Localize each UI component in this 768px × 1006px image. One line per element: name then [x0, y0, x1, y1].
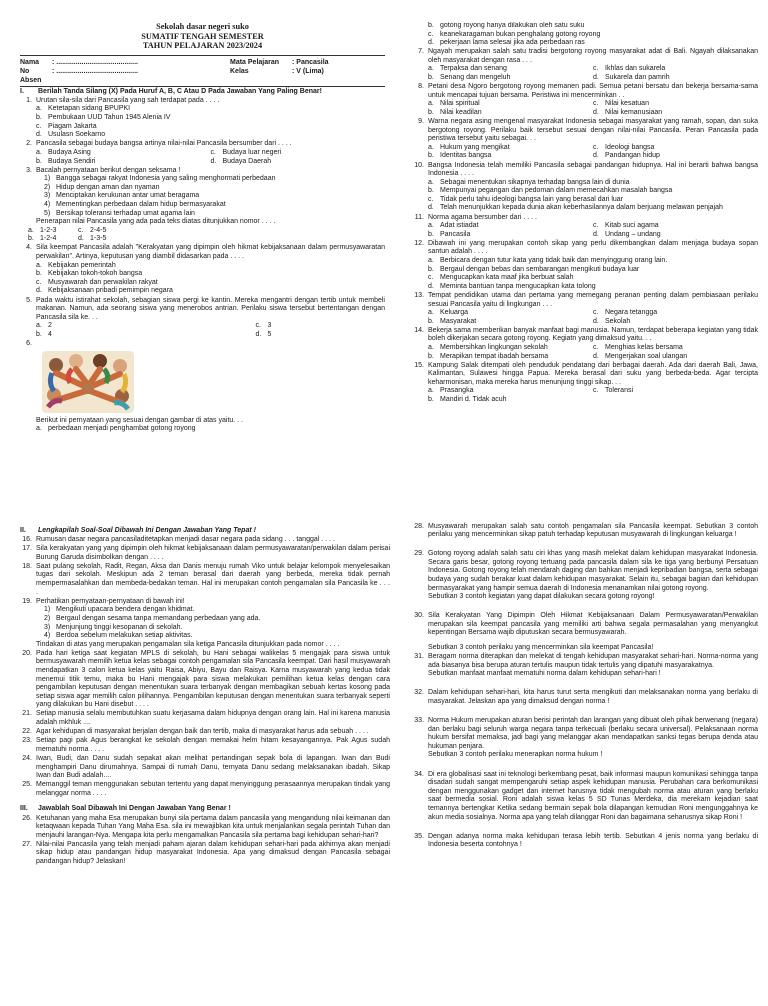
option-c[interactable]: c. Kitab suci agama	[593, 222, 659, 230]
question-6-number: 6.	[26, 340, 32, 347]
options-6-part2	[412, 22, 758, 48]
question-text: Sila keempat Pancasila adalah "Kerakyatan yang dipimpin oleh hikmat kebijaksanaan dalam permusyawaratan perwakilan". Artinya, keputusan yang diambil didasarkan pada . . . .	[36, 244, 385, 261]
option-b[interactable]: b. Masyarakat	[428, 317, 477, 325]
options-10	[412, 179, 758, 213]
exam-title: SUMATIF TENGAH SEMESTER	[141, 31, 264, 41]
column-top-left	[20, 22, 385, 492]
options-6-part1	[20, 425, 385, 434]
option-d[interactable]: d. Telah menunjukkan kepada dunia akan keberhasilannya dalam berjuang melawan penjajah	[428, 204, 723, 212]
option-b[interactable]: b. Budaya Sendiri	[36, 157, 96, 165]
statements-3	[20, 175, 385, 227]
option-a[interactable]: a. Budaya Asing	[36, 148, 91, 156]
question-30: 30. Sila Kerakyatan Yang Dipimpin Oleh Hikmat Kebijaksanaan Dalam Permusyawaratan/Perwakilan merupakan sila keempat pancasila yang memiliki arti bahwa segala permasalahan yang menyangkut kepentingan Bersama wajib diputuskan secara bermusyawarah.	[414, 612, 758, 637]
question-text-followup: Tindakan di atas yang merupakan pengamalan sila ketiga Pancasila ditunjukkan pada nomor . . . .	[36, 640, 340, 648]
question-33: 33. Norma Hukum merupakan aturan berisi perintah dan larangan yang dibuat oleh pihak berwenang (negara) dan berlaku bagi seluruh warga negara tanpa terkecuali (berlaku secara universal). Pelaksanaan norma hukum bersifat memaksa, jadi bagi yang melanggar akan mendapatkan sanksi tegas berupa denda atau hukuman penjara.	[414, 717, 758, 750]
option-a[interactable]: a. Membersihkan lingkungan sekolah	[428, 343, 548, 351]
option-b[interactable]: b. Pembukaan UUD Tahun 1945 Alenia IV	[36, 114, 171, 122]
statement-item: 1) Mengikuti upacara bendera dengan khidmat.	[44, 606, 195, 614]
question-text: Bangsa Indonesia telah memiliki Pancasila sebagai pandangan hidupnya. Hal ini berarti bahwa bangsa Indonesia . . . .	[428, 161, 758, 178]
question-text: Tempat pendidikan utama dan pertama yang memegang peranan penting dalam pembiasaan perilaku sesuai Pancasila yaitu di lingkungan . . .	[428, 291, 758, 308]
question-text: Bacalah pernyataan berikut dengan seksama !	[36, 166, 181, 174]
question-text: Ketuhanan yang maha Esa merupakan bunyi sila pertama dalam pancasila yang mengandung nilai keimanan dan ketaqwaan kepada Tuhan Yang Maha Esa. sila ini mewajibkan kita untuk menjalankan segala perintah Tuhan dan menjauhi larangan-Nya. Mengapa kita perlu mengamalkan Pancasila sila pertama bagi kehidupan sehari-hari?	[36, 814, 390, 839]
question-text: Beragam norma diterapkan dan melekat di tengah kehidupan masyarakat sehari-hari. Norma-norma yang ada biasanya bisa berupa aturan tertulis maupun tidak tertulis yang dipatuhi masyarakatnya.	[428, 653, 758, 669]
column-bottom-right	[412, 522, 758, 996]
question-text-followup: Penerapan nilai Pancasila yang ada pada teks diatas ditunjukkan nomor . . . .	[36, 218, 276, 226]
option-b[interactable]: b. gotong royong hanya dilakukan oleh satu suku	[428, 22, 585, 29]
question-text: Kampung Salak ditempati oleh penduduk pendatang dari berbagai daerah. Ada dari daerah Bali, Jawa, Kalimantan, Sulawesi hingga Papua. Mereka berasal dari suku yang berbeda-beda. Agar tercipta keharmonisan, maka mereka harus menunjung tinggi sikap. . .	[428, 361, 758, 386]
question-text: Setiap manusia selalu membutuhkan suatu kerjasama dalam hidupnya dengan orang lain. Hal ini karena manusia adalah mkhluk ....	[36, 710, 390, 727]
option-d[interactable]: d. Budaya Daerah	[210, 157, 272, 165]
question-21: 21. Setiap manusia selalu membutuhkan suatu kerjasama dalam hidupnya dengan orang lain. Hal ini karena manusia adalah mkhluk ....	[22, 710, 390, 727]
statement-item: 2) Hidup dengan aman dan nyaman	[44, 183, 160, 191]
question-16: 16. Rumusan dasar negara pancasiladitetapkan menjadi dasar negara pada sidang . . . tanggal . . . .	[20, 536, 390, 545]
header-divider	[20, 55, 385, 56]
option-a[interactable]: a. Sebagai menentukan sikapnya terhadap bangsa lain di dunia	[428, 178, 630, 186]
question-6-text: Berikut ini pernyataan yang sesuai dengan gambar di atas yaitu. . .	[36, 416, 244, 424]
option-d[interactable]: d. Usulasn Soekarno	[36, 131, 106, 139]
question-text: Musyawarah merupakan salah satu contoh pengamalan sila Pancasila keempat. Sebutkan 3 contoh perilaku yang mencerminkan sikap patuh terhadap keputusan musyawarah di lingkungan keluarga !	[428, 522, 758, 539]
option-d[interactable]: d. Meminta bantuan tanpa mengucapkan kata tolong	[428, 282, 596, 290]
option-d[interactable]: d. 5	[255, 330, 272, 338]
option-a[interactable]: a. 2	[36, 322, 52, 330]
statement-item: 2) Bergaul dengan sesama tanpa memandang perbedaan yang ada.	[44, 614, 261, 622]
question-15: 15. Kampung Salak ditempati oleh penduduk pendatang dari berbagai daerah. Ada dari daerah Bali, Jawa, Kalimantan, Sulawesi hingga Papua. Mereka berasal dari suku yang berbeda-beda. Agar tercipta keharmonisan, maka mereka harus menunjung tinggi sikap. . .	[414, 361, 758, 386]
identity-divider	[20, 86, 385, 87]
question-28: 28. Musyawarah merupakan salah satu contoh pengamalan sila Pancasila keempat. Sebutkan 3 contoh perilaku yang mencerminkan sikap patuh terhadap keputusan musyawarah di lingkungan keluarga !	[414, 522, 758, 539]
option-b[interactable]: b. Bergaul dengan bebas dan sembarangan mengikuti budaya luar	[428, 265, 640, 273]
exam-header	[20, 22, 385, 51]
question-text: Petani desa Ngoro bergotong royong memanen padi. Semua petani bersatu dan bekerja bersama-sama untuk mencapai tujuan bersama. Peristiwa ini mencerminkan . .	[428, 83, 758, 99]
statement-item: 4) Berdoa sebelum melakukan setiap aktivitas.	[44, 632, 193, 640]
column-top-right	[412, 22, 758, 492]
option-c[interactable]: c. Budaya luar negeri	[210, 148, 282, 156]
option-a[interactable]: a. Adat istiadat	[428, 222, 479, 230]
question-17: 17. Sila kerakyatan yang yang dipimpin oleh hikmat kebijaksanaan dalam permusyawaratan/perwakilan dalam perisai Burung Garuda disimbolkan dengan . . . .	[22, 545, 390, 561]
option-c[interactable]: c. Menghias kelas bersama	[593, 343, 683, 351]
option-b[interactable]: b. 1-2-4	[28, 235, 57, 243]
question-25: 25. Memanggil teman menggunakan sebutan tertentu yang dapat menyinggung perasaannya merupakan tindak yang melanggar norma . . . .	[22, 781, 390, 797]
question-text: Pada waktu istirahat sekolah, sebagian siswa pergi ke kantin. Mereka mengantri dengan tertib untuk membeli makanan. Namun, ada seorang siswa yang menerobos antrian. Perilaku siswa tersebut bertentangan dengan Pancasila sila ke. . .	[36, 296, 385, 321]
option-b[interactable]: b. Nilai keadilan	[428, 108, 482, 116]
options-14	[412, 344, 758, 361]
section-1-heading	[20, 88, 385, 97]
question-24: 24. Iwan, Budi, dan Danu sudah sepakat akan melihat pertandingan sepak bola di lapangan. Iwan dan Budi menghampiri Danu dirumahnya. Sampai di rumah Danu, ternyata Danu sedang melaksanakan ibadah. Sikap Iwan dan Budi adalah....	[22, 754, 390, 780]
option-b[interactable]: b. Kebijakan tokoh-tokoh bangsa	[36, 270, 143, 278]
statement-item: 4) Mementingkan perbedaan dalam hidup bermasyarakat	[44, 201, 226, 208]
class-value: : V (Lima)	[292, 67, 324, 75]
options-9	[412, 144, 758, 161]
question-text: Pada hari ketiga saat kegiatan MPLS di sekolah, bu Hani sebagai walikelas 5 mengajak para siswa untuk bermusyawarah memilih ketua kelas sebagai contoh pengamalan sila Pancasila keempat. Dari hasil musyawarah mendapatkan 3 calon ketua kelas yaitu Raisa, Abiyu, Bayu dan Raisya. Karna musyawarah yang kedua tidak menemui titik temu, maka bu Hani mengajak para siswa melakukan pemilihan ketua kelas dengan cara pengambilan keputusan dengan menentukan suara terbanyak dengan membagikan sebuah kertas kosong pada setiap siswa agar memilih calon pilihannya. Pengambilan keputusan dengan menentukan suara terbanyak seperti yang dilakukan bu Hani disebut . . . .	[36, 649, 390, 709]
question-text: Saat pulang sekolah, Radit, Regan, Aksa dan Danis menuju rumah Viko untuk belajar kelompok menyelesaikan tugas dari sekolah. Meskipun ada 2 teman berasal dari daerah yang berbeda, mereka tidak pernah mempermasalahkan dan membeda-bedakan teman. Hal ini merupakan contoh pengamalan sila Pancasila ke . . . .	[36, 562, 390, 596]
question-5: 5. Pada waktu istirahat sekolah, sebagian siswa pergi ke kantin. Mereka mengantri dengan tertib untuk membeli makanan. Namun, ada seorang siswa yang menerobos antrian. Perilaku siswa tersebut bertentangan dengan Pancasila sila ke. . .	[26, 296, 385, 321]
question-text: Di era globalisasi saat ini teknologi berkembang pesat, baik informasi maupun komunikasi sehingga tanpa disadari sudah sangat mempengaruhi setiap aspek kehidupan manusia. Perubahan cara berkomunikasi dengan menggunakan gadget dan internet harusnya tidak mengubah norma atau aturan yang berlaku saat bermedia sosial. Roni adalah siswa kelas 5 SD Tunas Merdeka, dia merekam kejadian saat temannya bertengkar Ketika sedang bermain sepak bola dilapangan kemudian Roni mengunggahnya ke akun media sosialnya. Norma apa yang telah dilanggar Roni dan bagaimana seharusnya sikap Roni !	[428, 770, 758, 821]
question-text: Norma agama bersumber dari . . . .	[428, 213, 537, 221]
question-29: 29. Gotong royong adalah salah satu ciri khas yang masih melekat dalam kehidupan masyarakat Indonesia. Secara garis besar, gotong royong tertuang pada pancasila dalam sila ke tiga yang berbunyi Persatuan Indonesia. Gotong royong telah mendarah daging dan bahkan menjadi kepribadian bangsa, serta sebagai budaya yang sudah berakar kuat dalam kehidupan masyarakat. Selain itu, sebagai bagian dari kehidupan bermasyarakat yang hampir semua daerah di Indonesia menanamkan nilai gotong royong.	[414, 550, 758, 592]
question-text: Dengan adanya norma maka kehidupan terasa lebih tertib. Sebutkan 4 jenis norma yang berlaku di Indonesia beserta contohnya !	[428, 832, 758, 849]
question-text: Perhatikan pernyataan-pernyataan di bawah ini!	[36, 597, 185, 605]
question-20: 20. Pada hari ketiga saat kegiatan MPLS di sekolah, bu Hani sebagai walikelas 5 mengajak para siswa untuk bermusyawarah memilih ketua kelas sebagai contoh pengamalan sila Pancasila keempat. Dari hasil musyawarah mendapatkan 3 calon ketua kelas yaitu Raisa, Abiyu, Bayu dan Raisya. Karna musyawarah yang kedua tidak menemui titik temu, maka bu Hani mengajak para siswa melakukan pemilihan ketua kelas dengan cara pengambilan keputusan dengan menentukan suara terbanyak dengan membagikan sebuah kertas kosong pada setiap siswa agar memilih calon pilihannya. Pengambilan keputusan dengan menentukan suara terbanyak seperti yang dilakukan bu Hani disebut . . . .	[22, 649, 390, 709]
question-text: Norma Hukum merupakan aturan berisi perintah dan larangan yang dibuat oleh pihak berwenang (negara) dan berlaku bagi seluruh warga negara tanpa terkecuali (berlaku secara universal). Pelaksanaan norma hukum bersifat memaksa, jadi bagi yang melanggar akan mendapatkan sanksi tegas berupa denda atau hukuman penjara.	[428, 717, 758, 750]
option-c[interactable]: c. Nilai kesatuan	[593, 100, 649, 108]
question-text: Dalam kehidupan sehari-hari, kita harus turut serta mengikuti dan melaksanakan norma yang berlaku di masyarakat. Jelaskan apa yang dimaksud dengan norma !	[428, 689, 758, 705]
absen-field[interactable]: : ..........................................	[52, 67, 138, 75]
options-7	[412, 65, 758, 82]
statement-item: 3) Menciptakan kerukunan antar umat beragama	[44, 192, 200, 200]
options-5	[20, 322, 385, 339]
question-text: Agar kehidupan di masyarakat berjalan dengan baik dan tertib, maka di masyarakat harus ada sebuah . . . .	[36, 728, 369, 736]
options-8	[412, 100, 758, 117]
question-text: Sila kerakyatan yang yang dipimpin oleh hikmat kebijaksanaan dalam permusyawaratan/perwakilan dalam perisai Burung Garuda disimbolkan dengan . . . .	[36, 545, 390, 561]
section-3-heading	[20, 805, 390, 814]
option-c[interactable]: c. Ikhlas dan sukarela	[593, 65, 666, 73]
question-27: 27. Nilai-nilai Pancasila yang telah menjadi paham ajaran dalam kehidupan sehari-hari pada akhirnya akan menjadi sikap hidup atau pandangan hidup masyarakat Indonesia. Apa yang dimaksud dengan Pancasila sebagai pandangan hidup? Jelaskan!	[22, 840, 390, 865]
section-1-title: Berilah Tanda Silang (X) Pada Huruf A, B, C Atau D Pada Jawaban Yang Paling Benar!	[38, 87, 322, 95]
subject-label: Mata Pelajaran	[230, 58, 280, 66]
name-label: Nama	[20, 58, 40, 66]
question-31: 31. Beragam norma diterapkan dan melekat di tengah kehidupan masyarakat sehari-hari. Norma-norma yang ada biasanya bisa berupa aturan tertulis maupun tidak tertulis yang dipatuhi masyarakatnya.	[414, 653, 758, 669]
option-c[interactable]: c. Tidak perlu tahu ideologi bangsa lain yang berasal dari luar	[428, 195, 624, 203]
options-3	[20, 227, 385, 244]
option-c[interactable]: c. keanekaragaman bukan penghalang gotong royong	[428, 30, 601, 38]
gotong-royong-hands-illustration	[42, 351, 134, 413]
options-1	[20, 105, 385, 139]
option-b[interactable]: b. 4	[36, 330, 52, 338]
option-d[interactable]: d. Mengerjakan soal ulangan	[593, 352, 688, 360]
option-c[interactable]: c. Mengucapkan kata maaf jika berbuat salah	[428, 274, 574, 282]
question-31-followup: Sebutkan manfaat manfaat mematuhi norma dalam kehidupan sehari-hari !	[428, 670, 661, 678]
options-12	[412, 257, 758, 291]
question-text: Bekerja sama memberikan banyak manfaat bagi manusia. Namun, terdapat beberapa kegiatan yang tidak boleh dikerjakan secara gotong royong. Kegiatn yang dimaksud yaitu. . .	[428, 326, 758, 343]
section-3-title: Jawablah Soal Dibawah Ini Dengan Jawaban Yang Benar !	[38, 805, 231, 813]
option-a[interactable]: a. Prasangka	[428, 387, 474, 395]
question-4: 4. Sila keempat Pancasila adalah "Kerakyatan yang dipimpin oleh hikmat kebijaksanaan dalam permusyawaratan perwakilan". Artinya, keputusan yang diambil didasarkan pada . . . .	[26, 244, 385, 261]
class-label: Kelas	[230, 67, 249, 75]
options-11	[412, 222, 758, 239]
option-a[interactable]: a. Keluarga	[428, 309, 469, 317]
column-bottom-left	[20, 526, 390, 996]
option-a[interactable]: a. 1-2-3	[28, 226, 57, 234]
question-13: 13. Tempat pendidikan utama dan pertama yang memegang peranan penting dalam pembiasaan perilaku sesuai Pancasila yaitu di lingkungan . . .	[414, 291, 758, 308]
subject-value: : Pancasila	[292, 58, 329, 66]
option-a[interactable]: a. Kebijakan pemerintah	[36, 261, 116, 269]
option-a[interactable]: a. Berbicara dengan tutur kata yang tidak baik dan menyinggung orang lain.	[428, 257, 668, 265]
question-26: 26. Ketuhanan yang maha Esa merupakan bunyi sila pertama dalam pancasila yang mengandung nilai keimanan dan ketaqwaan kepada Tuhan Yang Maha Esa. sila ini mewajibkan kita untuk menjalankan segala perintah Tuhan dan menjauhi larangan-Nya. Mengapa kita perlu mengamalkan Pancasila sila pertama bagi kehidupan sehari-hari?	[22, 814, 390, 839]
question-19: 19. Perhatikan pernyataan-pernyataan di bawah ini!	[20, 598, 390, 607]
section-2-heading	[20, 527, 390, 536]
option-c[interactable]: c. Negara tetangga	[593, 309, 658, 317]
option-c[interactable]: c. Toleransi	[593, 387, 634, 395]
option-a[interactable]: a. Hukum yang mengikat	[428, 143, 510, 151]
identity-row-name	[20, 58, 385, 67]
option-c[interactable]: c. 3	[255, 322, 272, 330]
option-b[interactable]: b. Senang dan mengeluh	[428, 74, 511, 82]
statement-item: 5) Bersikap toleransi terhadap umat agama lain	[44, 209, 195, 217]
question-11: 11. Norma agama bersumber dari . . . .	[412, 214, 758, 223]
question-32: 32. Dalam kehidupan sehari-hari, kita harus turut serta mengikuti dan melaksanakan norma yang berlaku di masyarakat. Jelaskan apa yang dimaksud dengan norma !	[414, 689, 758, 705]
option-a[interactable]: a. Terpaksa dan senang	[428, 65, 507, 73]
question-34: 34. Di era globalisasi saat ini teknologi berkembang pesat, baik informasi maupun komunikasi sehingga tanpa disadari sudah sangat mempengaruhi setiap aspek kehidupan manusia. Perubahan cara berkomunikasi dengan menggunakan gadget dan internet harusnya tidak mengubah norma atau aturan yang berlaku saat bermedia sosial. Roni adalah siswa kelas 5 SD Tunas Merdeka, dia merekam kejadian saat temannya bertengkar Ketika sedang bermain sepak bola dilapangan kemudian Roni mengunggahnya ke akun media sosialnya. Norma apa yang telah dilanggar Roni dan bagaimana seharusnya sikap Roni !	[414, 770, 758, 821]
question-text: Pancasila sebagai budaya bangsa artinya nilai-nilai Pancasila bersumber dari . . . .	[36, 140, 292, 148]
question-18: 18. Saat pulang sekolah, Radit, Regan, Aksa dan Danis menuju rumah Viko untuk belajar kelompok menyelesaikan tugas dari sekolah. Meskipun ada 2 teman berasal dari daerah yang berbeda, mereka tidak pernah mempermasalahkan dan membeda-bedakan teman. Hal ini merupakan contoh pengamalan sila Pancasila ke . . . .	[22, 562, 390, 596]
question-text: Setiap pagi pak Agus berangkat ke sekolah dengan memakai helm hitam kesayangannya. Pak Agus sudah mematuhi norma . . . .	[36, 737, 390, 753]
option-d[interactable]: d. Pandangan hidup	[593, 152, 660, 160]
option-b[interactable]: b. Mandiri d. Tidak acuh	[428, 396, 507, 404]
question-35: 35. Dengan adanya norma maka kehidupan terasa lebih tertib. Sebutkan 4 jenis norma yang berlaku di Indonesia beserta contohnya !	[414, 832, 758, 849]
question-22: 22. Agar kehidupan di masyarakat berjalan dengan baik dan tertib, maka di masyarakat harus ada sebuah . . . .	[20, 728, 390, 737]
statement-item: 1) Bangga sebagai rakyat Indonesia yang saling menghormati perbedaan	[44, 175, 276, 183]
option-d[interactable]: d. Undang – undang	[593, 230, 661, 238]
option-d[interactable]: d. Sukarela dan pamrih	[593, 74, 670, 82]
options-2	[20, 149, 385, 166]
question-text: Gotong royong adalah salah satu ciri khas yang masih melekat dalam kehidupan masyarakat Indonesia. Secara garis besar, gotong royong tertuang pada pancasila dalam sila ke tiga yang berbunyi Persatuan Indonesia. Gotong royong telah mendarah daging dan bahkan menjadi kepribadian bangsa, serta sebagai budaya yang sudah berakar kuat dalam kehidupan masyarakat. Selain itu, sebagai bagian dari kehidupan bermasyarakat yang hampir semua daerah di Indonesia menanamkan nilai gotong royong.	[428, 550, 758, 592]
absen-label: No Absen	[20, 67, 42, 84]
question-text: Sila Kerakyatan Yang Dipimpin Oleh Hikmat Kebijaksanaan Dalam Permusyawaratan/Perwakilan merupakan sila keempat pancasila yang memiliki arti bahwa segala permasalahan yang menyangkut kepentingan Bersama wajib diputuskan secara bermusyawarah.	[428, 612, 758, 637]
option-a[interactable]: a. perbedaan menjadi penghambat gotong royong	[36, 425, 196, 433]
statements-19	[20, 606, 390, 649]
question-1: 1. Urutan sila-sila dari Pancasila yang sah terdapat pada . . . .	[20, 97, 385, 106]
option-d[interactable]: d. Kebijaksanaan pribadi pemimpin negara	[36, 287, 173, 295]
question-text: Dibawah ini yang merupakan contoh sikap yang perlu dikembangkan dalam menjaga budaya sopan santun adalah . . . .	[428, 239, 758, 256]
option-d[interactable]: d. Nilai kemanusiaan	[593, 108, 663, 116]
question-3: 3. Bacalah pernyataan berikut dengan seksama !	[20, 167, 385, 176]
question-text: Rumusan dasar negara pancasiladitetapkan menjadi dasar negara pada sidang . . . tanggal . . . .	[36, 536, 335, 544]
question-7: 7. Ngayah merupakan salah satu tradisi bergotong royong masyarakat adat di Bali. Ngayah dilaksanakan oleh masyarakat dengan rasa . . .	[418, 48, 758, 64]
question-text: Nilai-nilai Pancasila yang telah menjadi paham ajaran dalam kehidupan sehari-hari pada akhirnya akan menjadi sikap hidup atau pandangan hidup masyarakat Indonesia. Apa yang dimaksud dengan Pancasila sebagai pandangan hidup? Jelaskan!	[36, 840, 390, 865]
school-name: Sekolah dasar negeri suko	[156, 22, 249, 31]
statement-item: 3) Menjunjung tinggi kesopanan di sekolah.	[44, 623, 183, 631]
question-29-followup: Sebutkan 3 contoh kegiatan yang dapat dilakukan secara gotong royong!	[428, 593, 655, 601]
option-c[interactable]: c. 2-4-5	[78, 226, 107, 234]
section-1-number: I.	[20, 87, 24, 95]
question-text: Urutan sila-sila dari Pancasila yang sah terdapat pada . . . .	[36, 96, 220, 104]
option-d[interactable]: d. Sekolah	[593, 317, 631, 325]
school-year: TAHUN PELAJARAN 2023/2024	[142, 41, 263, 51]
section-3-number: III.	[20, 805, 28, 813]
option-b[interactable]: b. Pancasila	[428, 230, 471, 238]
option-c[interactable]: c. Ideologi bangsa	[593, 143, 655, 151]
option-b[interactable]: b. Mempunyai pegangan dan pedoman dalam memecahkan masalah bangsa	[428, 187, 673, 195]
option-b[interactable]: b. Merapikan tempat ibadah bersama	[428, 352, 549, 360]
name-field[interactable]: : ..........................................	[52, 58, 138, 66]
option-d[interactable]: d. 1-3-5	[78, 235, 107, 243]
option-b[interactable]: b. Identitas bangsa	[428, 152, 492, 160]
options-15	[412, 387, 758, 404]
identity-row-absen	[20, 67, 385, 85]
question-text: Memanggil teman menggunakan sebutan tertentu yang dapat menyinggung perasaannya merupakan tindak yang melanggar norma . . . .	[36, 781, 390, 797]
option-a[interactable]: a. Nilai spiritual	[428, 100, 480, 108]
question-9: 9. Warna negara asing mengenal masyarakat Indonesia sebagai masyarakat yang ramah, sopan, dan suka bergotong royong. Perilaku baik tersebut sesuai dengan nilai-nilai Pancasila. Peran Pancasila pada peristiwa tersebut yaitu sebagai. . .	[418, 118, 758, 143]
options-13	[412, 309, 758, 326]
question-30-followup: Sebutkan 3 contoh perilaku yang mencerminkan sila keempat Pancasila!	[428, 644, 654, 652]
question-10: 10. Bangsa Indonesia telah memiliki Pancasila sebagai pandangan hidupnya. Hal ini berarti bahwa bangsa Indonesia . . . .	[414, 161, 758, 178]
question-2: 2. Pancasila sebagai budaya bangsa artinya nilai-nilai Pancasila bersumber dari . . . .	[20, 140, 385, 149]
option-d[interactable]: d. pekerjaan lama selesai jika ada perbedaan ras	[428, 39, 585, 47]
question-text: Iwan, Budi, dan Danu sudah sepakat akan melihat pertandingan sepak bola di lapangan. Iwan dan Budi menghampiri Danu dirumahnya. Sampai di rumah Danu, ternyata Danu sedang melaksanakan ibadah. Sikap Iwan dan Budi adalah....	[36, 754, 390, 780]
option-c[interactable]: c. Musyawarah dan perwakilan rakyat	[36, 278, 158, 286]
question-8: 8. Petani desa Ngoro bergotong royong memanen padi. Semua petani bersatu dan bekerja bersama-sama untuk mencapai tujuan bersama. Peristiwa ini mencerminkan . .	[418, 83, 758, 99]
question-14: 14. Bekerja sama memberikan banyak manfaat bagi manusia. Namun, terdapat beberapa kegiatan yang tidak boleh dikerjakan secara gotong royong. Kegiatn yang dimaksud yaitu. . .	[414, 326, 758, 343]
option-c[interactable]: c. Piagam Jakarta	[36, 122, 97, 130]
question-33-followup: Sebutkan 3 contoh perilaku menerapkan norma hukum !	[428, 751, 603, 759]
option-a[interactable]: a. Ketetapan sidang BPUPKI	[36, 105, 131, 113]
question-12: 12. Dibawah ini yang merupakan contoh sikap yang perlu dikembangkan dalam menjaga budaya sopan santun adalah . . . .	[414, 239, 758, 256]
question-23: 23. Setiap pagi pak Agus berangkat ke sekolah dengan memakai helm hitam kesayangannya. Pak Agus sudah mematuhi norma . . . .	[22, 737, 390, 753]
section-2-title: Lengkapilah Soal-Soal Dibawah Ini Dengan Jawaban Yang Tepat !	[38, 527, 256, 534]
section-2-number: II.	[20, 527, 26, 534]
question-text: Ngayah merupakan salah satu tradisi bergotong royong masyarakat adat di Bali. Ngayah dilaksanakan oleh masyarakat dengan rasa . . .	[428, 48, 758, 64]
question-text: Warna negara asing mengenal masyarakat Indonesia sebagai masyarakat yang ramah, sopan, dan suka bergotong royong. Perilaku baik tersebut sesuai dengan nilai-nilai Pancasila. Peran Pancasila pada peristiwa tersebut yaitu sebagai. . .	[428, 118, 758, 143]
options-4	[20, 262, 385, 296]
